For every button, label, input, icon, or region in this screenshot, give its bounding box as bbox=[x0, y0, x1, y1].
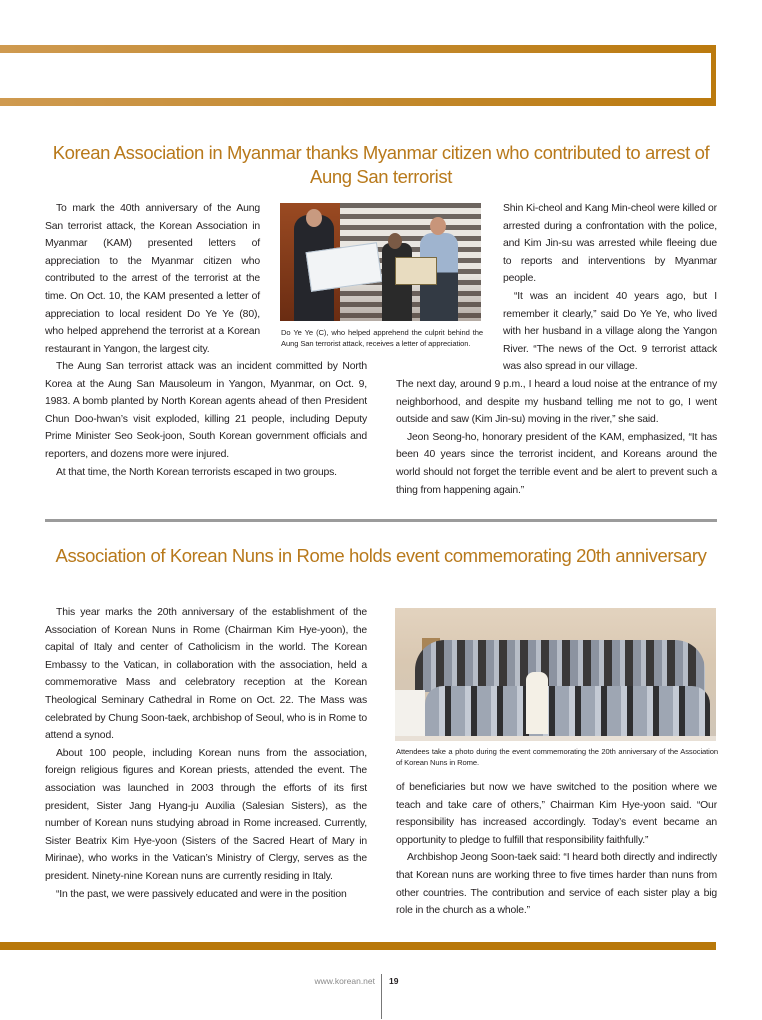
photo-crowd-back-row bbox=[415, 640, 705, 692]
article-2-paragraph: Archbishop Jeong Soon-taek said: “I heard both directly and indirectly that Korean nuns are working three to five times harder than nuns from other countries. The contribution and service of each sister play a big role in the church as a whole.” bbox=[396, 852, 717, 917]
footer-bar bbox=[0, 942, 716, 950]
photo-floor bbox=[395, 736, 716, 741]
article-2-photo-caption: Attendees take a photo during the event commemorating the 20th anniversary of the Association of Korean Nuns in Rome. bbox=[396, 747, 718, 767]
article-1-paragraph: The next day, around 9 p.m., I heard a loud noise at the entrance of my neighborhood, and despite my husband telling me not to go, I went outside and saw (Kim Jin-su) moving in the river,” she said. bbox=[396, 379, 717, 426]
article-2-column-right bbox=[396, 779, 717, 920]
article-2-paragraph: About 100 people, including Korean nuns from the association, foreign religious figures and Korean priests, attended the event. The association was launched in 2003 through the efforts of its first president, Sister Jang Hyang-ju Auxilia (Salesian Sisters), as the number of Korean nuns studying abroad in Rome increased. Currently, Sister Beatrix Kim Hye-yoon (Sisters of the Sacred Heart of Mary in Mirinae), who works in the Vatican’s Ministry of Clergy, serves as the president. Ninety-nine Korean nuns are currently residing in Italy. bbox=[45, 747, 367, 882]
photo-person-center-head bbox=[388, 233, 402, 249]
article-2-headline: Association of Korean Nuns in Rome holds event commemorating 20th anniversary bbox=[55, 545, 707, 566]
article-1-column-left-lower bbox=[45, 358, 367, 481]
photo-podium bbox=[395, 690, 425, 741]
article-1-photo bbox=[280, 203, 481, 321]
article-2-column-left bbox=[45, 604, 367, 903]
article-2-paragraph: This year marks the 20th anniversary of the establishment of the Association of Korean Nuns in Rome (Chairman Kim Hye-yoon), the capital of Italy and center of Catholicism in the world. The Korean Embassy to the Vatican, in collaboration with the association, held a commemorative Mass and celebratory reception at the Korean Theological Seminary Cathedral in Rome on Oct. 22. The Mass was celebrated by Chung Soon-taek, archbishop of Seoul, who is in Rome to attend a synod. bbox=[45, 607, 367, 742]
article-1-paragraph: Shin Ki-cheol and Kang Min-cheol were killed or arrested during a confrontation with the police, and Kim Jin-su was arrested while fleeing due to reports and interventions by Myanmar people. bbox=[503, 203, 717, 285]
footer-separator bbox=[381, 974, 382, 1019]
photo-crowd-front-row bbox=[425, 686, 710, 736]
article-1-photo-caption: Do Ye Ye (C), who helped apprehend the culprit behind the Aung San terrorist attack, receives a letter of appreciation. bbox=[281, 328, 483, 348]
article-1-paragraph: To mark the 40th anniversary of the Aung San terrorist attack, the Korean Association in Myanmar (KAM) presented letters of appreciation to the Myanmar citizen who contributed to the arrest of the terrorist at the time. On Oct. 10, the KAM presented a letter of appreciation to local resident Do Ye Ye (80), who helped apprehend the terrorist at a Korean restaurant in Yangon, the largest city. bbox=[45, 203, 260, 355]
article-1-headline: Korean Association in Myanmar thanks Myanmar citizen who contributed to arrest of Aung San terrorist bbox=[52, 142, 710, 187]
photo-letter-of-appreciation bbox=[395, 257, 437, 285]
photo-archbishop bbox=[526, 672, 548, 734]
article-1-paragraph: The Aung San terrorist attack was an incident committed by North Korea at the Aung San Mausoleum in Yangon, Myanmar, on Oct. 9, 1983. A bomb planted by North Korean agents ahead of then President Chun Doo-hwan’s visit exploded, killing 21 people, including Deputy Prime Minister Seo Seok-joon, South Korean government officials and reporters, and dozens more were injured. bbox=[45, 361, 367, 460]
header-frame bbox=[0, 45, 716, 106]
photo-person-right-head bbox=[430, 217, 446, 235]
photo-appreciation-sign bbox=[306, 242, 383, 292]
article-2-photo bbox=[395, 608, 716, 741]
page-number: 19 bbox=[389, 976, 399, 986]
article-2-paragraph: “In the past, we were passively educated and were in the position bbox=[56, 888, 347, 900]
article-1-column-left bbox=[45, 200, 260, 358]
photo-person-left-head bbox=[306, 209, 322, 227]
section-divider bbox=[45, 519, 717, 522]
article-1-paragraph: Jeon Seong-ho, honorary president of the KAM, emphasized, “It has been 40 years since the terrorist incident, and Koreans around the world should not forget the terrible event and be alert to prevent such a thing from happening again.” bbox=[396, 431, 717, 496]
footer-website-link[interactable]: www.korean.net bbox=[314, 976, 375, 986]
article-1-paragraph: “It was an incident 40 years ago, but I remember it clearly,” said Do Ye Ye, who lived with her husband in a village along the Yangon River. “The news of the Oct. 9 terrorist attack was also spread in our village. bbox=[503, 290, 717, 373]
article-1-paragraph: At that time, the North Korean terrorists escaped in two groups. bbox=[56, 466, 337, 478]
article-1-column-right-bottom bbox=[396, 376, 717, 499]
article-2-paragraph: of beneficiaries but now we have switched to the position where we teach and take care of others,” Chairman Kim Hye-yoon said. “Our responsibility has increased accordingly. Today’s event became an opportunity to pledge to fulfill that responsibility faithfully.” bbox=[396, 782, 717, 846]
article-1-column-right-top bbox=[503, 200, 717, 376]
